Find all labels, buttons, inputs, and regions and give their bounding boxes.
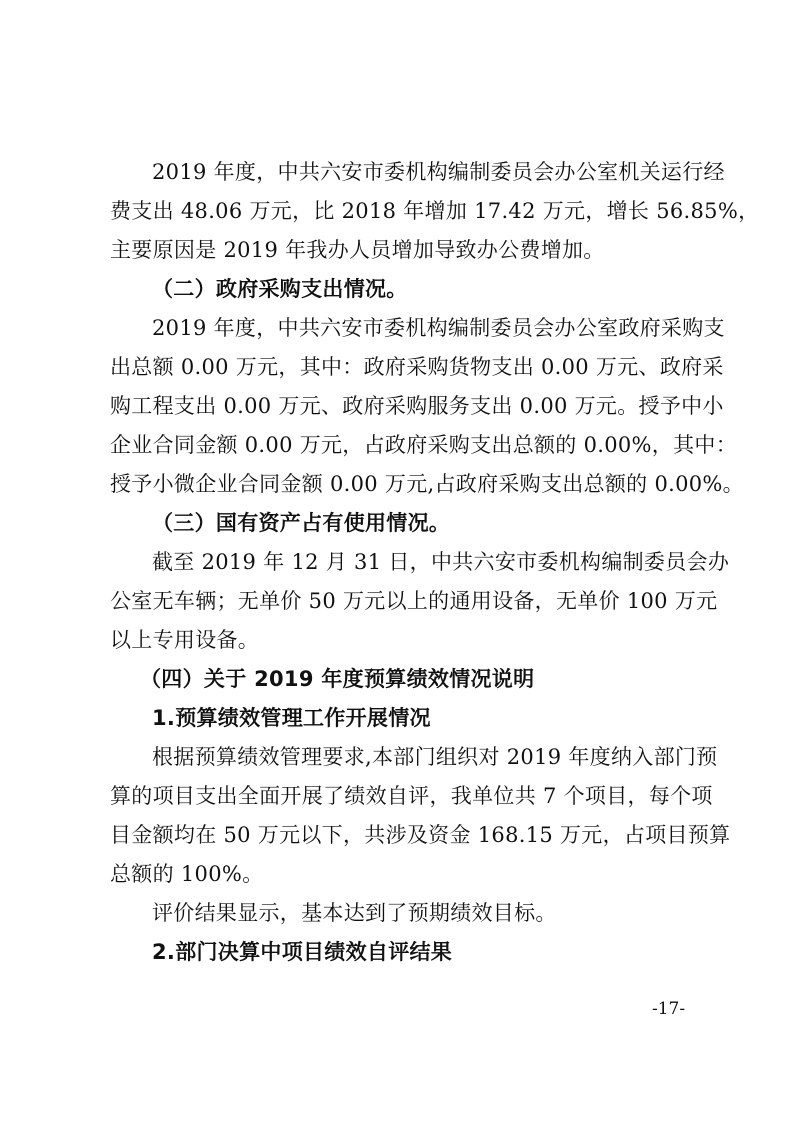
- paragraph-line: 主要原因是 2019 年我办人员增加导致办公费增加。: [110, 238, 605, 262]
- paragraph-line: 以上专用设备。: [110, 628, 260, 652]
- section-heading: （三）国有资产占有使用情况。: [152, 511, 451, 535]
- paragraph-line: 截至 2019 年 12 月 31 日，中共六安市委机构编制委员会办: [152, 550, 730, 574]
- paragraph-line: 费支出 48.06 万元，比 2018 年增加 17.42 万元，增长 56.85%，: [110, 199, 760, 223]
- page-number: -17-: [652, 999, 686, 1019]
- paragraph-line: 企业合同金额 0.00 万元，占政府采购支出总额的 0.00%，其中：: [110, 433, 737, 457]
- subsection-heading: 2.部门决算中项目绩效自评结果: [152, 940, 453, 964]
- paragraph-line: 根据预算绩效管理要求,本部门组织对 2019 年度纳入部门预: [152, 745, 718, 769]
- section-heading: （二）政府采购支出情况。: [152, 277, 408, 301]
- paragraph-line: 2019 年度，中共六安市委机构编制委员会办公室机关运行经: [152, 160, 725, 184]
- paragraph-line: 总额的 100%。: [110, 862, 264, 886]
- paragraph-line: 算的项目支出全面开展了绩效自评，我单位共 7 个项目，每个项: [110, 784, 713, 808]
- paragraph-line: 2019 年度，中共六安市委机构编制委员会办公室政府采购支: [152, 316, 725, 340]
- paragraph-line: 目金额均在 50 万元以下，共涉及资金 168.15 万元，占项目预算: [110, 823, 731, 847]
- subsection-heading: 1.预算绩效管理工作开展情况: [152, 706, 431, 730]
- paragraph-line: 出总额 0.00 万元，其中：政府采购货物支出 0.00 万元、政府采: [110, 355, 724, 379]
- paragraph-line: 公室无车辆；无单价 50 万元以上的通用设备，无单价 100 万元: [110, 589, 718, 613]
- paragraph-line: 购工程支出 0.00 万元、政府采购服务支出 0.00 万元。授予中小: [110, 394, 724, 418]
- section-heading: （四）关于 2019 年度预算绩效情况说明: [140, 667, 535, 691]
- paragraph-line: 评价结果显示，基本达到了预期绩效目标。: [152, 901, 557, 925]
- paragraph-line: 授予小微企业合同金额 0.00 万元,占政府采购支出总额的 0.00%。: [110, 472, 744, 496]
